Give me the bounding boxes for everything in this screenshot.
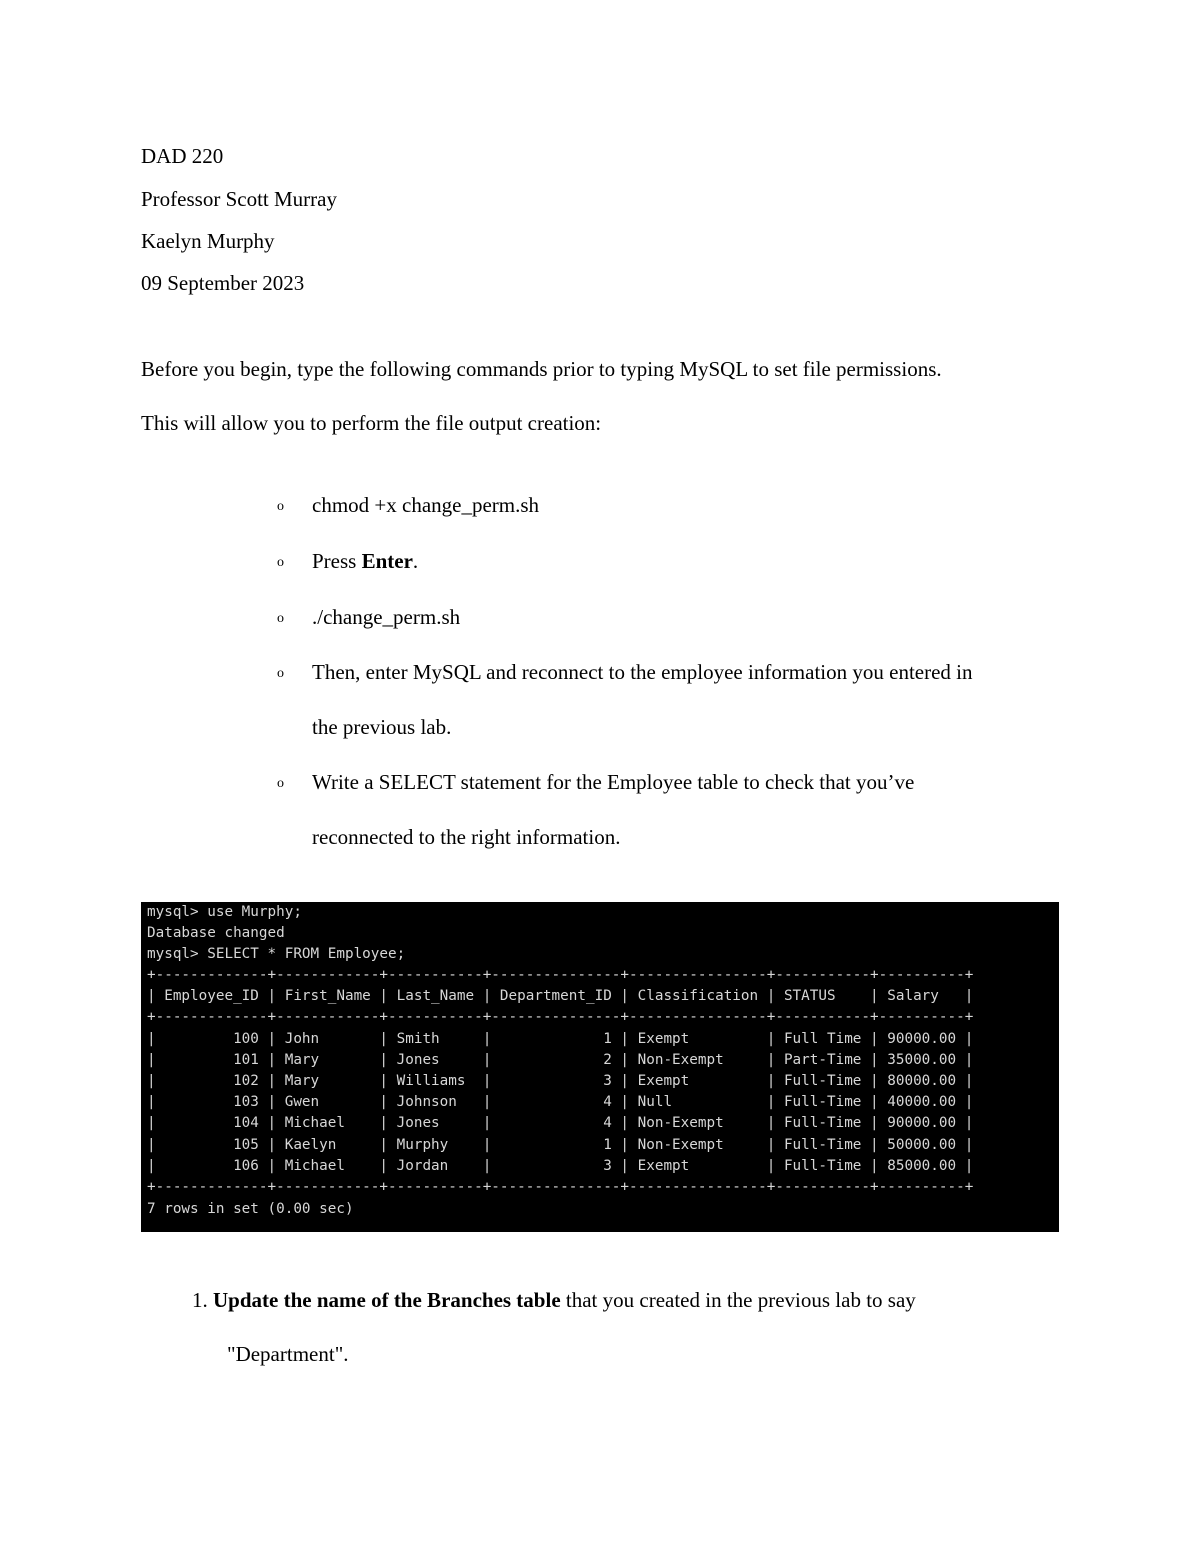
table-header: | Employee_ID | First_Name | Last_Name | Department_ID | Classification | STATUS | Salary | xyxy=(147,988,974,1004)
bullet-chmod: chmod +x change_perm.sh xyxy=(312,493,540,517)
professor-name: Professor Scott Murray xyxy=(141,187,337,211)
mysql-terminal-screenshot xyxy=(141,902,1059,1232)
bullet-select-line-2: reconnected to the right information. xyxy=(312,825,621,849)
table-row: | 102 | Mary | Williams | 3 | Exempt | Full-Time | 80000.00 | xyxy=(147,1073,974,1089)
table-border: +-------------+------------+-----------+---------------+----------------+-----------+----------+ xyxy=(147,967,974,983)
terminal-line: Database changed xyxy=(147,925,285,941)
step-1-bold: Update the name of the Branches table xyxy=(213,1288,561,1312)
terminal-line: mysql> use Murphy; xyxy=(147,904,302,920)
course-title: DAD 220 xyxy=(141,144,224,168)
bullet-marker: o xyxy=(277,555,284,570)
bullet-marker: o xyxy=(277,611,284,626)
table-row: | 104 | Michael | Jones | 4 | Non-Exempt | Full-Time | 90000.00 | xyxy=(147,1115,974,1131)
bullet-marker: o xyxy=(277,666,284,681)
table-row: | 106 | Michael | Jordan | 3 | Exempt | Full-Time | 85000.00 | xyxy=(147,1158,974,1174)
terminal-line: 7 rows in set (0.00 sec) xyxy=(147,1201,354,1217)
table-row: | 103 | Gwen | Johnson | 4 | Null | Full-Time | 40000.00 | xyxy=(147,1094,974,1110)
step-1-rest: that you created in the previous lab to say xyxy=(560,1288,916,1312)
table-border: +-------------+------------+-----------+---------------+----------------+-----------+----------+ xyxy=(147,1009,974,1025)
table-border: +-------------+------------+-----------+---------------+----------------+-----------+----------+ xyxy=(147,1179,974,1195)
bullet-marker: o xyxy=(277,776,284,791)
intro-line-1: Before you begin, type the following commands prior to typing MySQL to set file permissions. xyxy=(141,357,942,381)
table-row: | 101 | Mary | Jones | 2 | Non-Exempt | Part-Time | 35000.00 | xyxy=(147,1052,974,1068)
press-suffix: . xyxy=(412,549,419,573)
bullet-select-line-1: Write a SELECT statement for the Employee table to check that you’ve xyxy=(312,770,915,794)
intro-line-2: This will allow you to perform the file output creation: xyxy=(141,411,602,435)
table-row: | 105 | Kaelyn | Murphy | 1 | Non-Exempt | Full-Time | 50000.00 | xyxy=(147,1137,974,1153)
bullet-reconnect-line-1: Then, enter MySQL and reconnect to the employee information you entered in xyxy=(312,660,973,684)
table-row: | 100 | John | Smith | 1 | Exempt | Full Time | 90000.00 | xyxy=(147,1031,974,1047)
bullet-press-enter xyxy=(312,548,418,574)
bullet-reconnect-line-2: the previous lab. xyxy=(312,715,452,739)
bullet-run-script: ./change_perm.sh xyxy=(312,605,461,629)
terminal-line: mysql> SELECT * FROM Employee; xyxy=(147,946,406,962)
bullet-marker: o xyxy=(277,499,284,514)
press-label: Press xyxy=(312,549,362,573)
step-1-text xyxy=(213,1287,916,1313)
step-1-line-2: "Department". xyxy=(227,1342,349,1366)
enter-key-label: Enter xyxy=(361,549,413,573)
step-number: 1. xyxy=(192,1288,208,1312)
student-name: Kaelyn Murphy xyxy=(141,229,275,253)
document-date: 09 September 2023 xyxy=(141,271,305,295)
